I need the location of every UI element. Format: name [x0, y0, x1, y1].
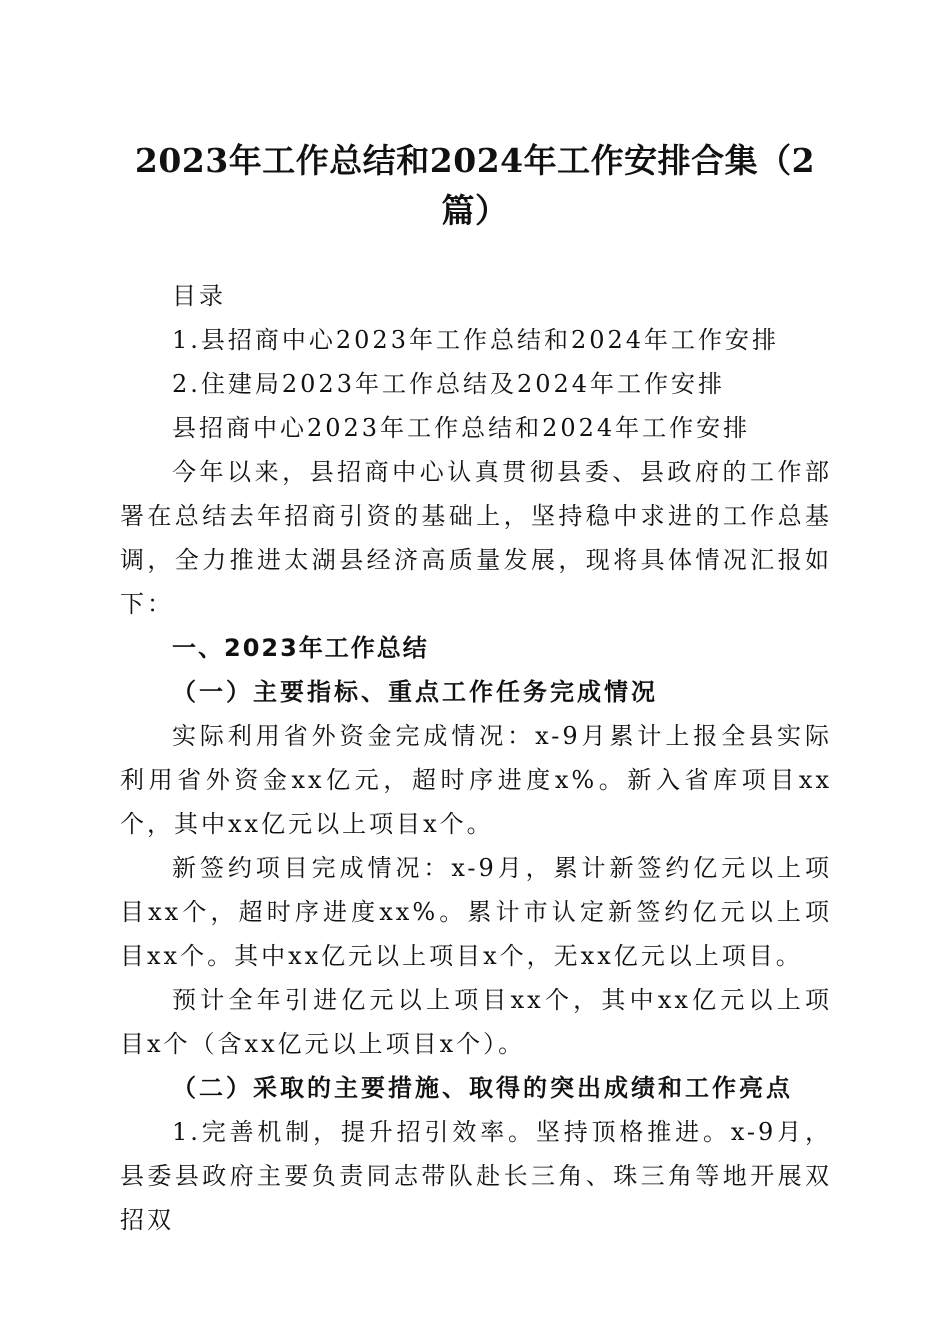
subheading-main-indicators: （一）主要指标、重点工作任务完成情况: [172, 677, 658, 706]
paragraph-mechanism: 1.完善机制，提升招引效率。坚持顶格推进。x-9月，县委县政府主要负责同志带队赴长三角、珠三角等地开展双招双: [120, 1118, 832, 1234]
document-body: [120, 274, 832, 1242]
paragraph-external-funds: 实际利用省外资金完成情况：x-9月累计上报全县实际利用省外资金xx亿元，超时序进度x%。新入省库项目xx个，其中xx亿元以上项目x个。: [120, 722, 832, 838]
paragraph-annual-forecast: 预计全年引进亿元以上项目xx个，其中xx亿元以上项目x个（含xx亿元以上项目x个）。: [120, 986, 832, 1058]
toc-label: 目录: [172, 282, 226, 310]
toc-item-1: 1.县招商中心2023年工作总结和2024年工作安排: [172, 326, 780, 354]
document-title: 2023年工作总结和2024年工作安排合集（2篇）: [134, 141, 816, 230]
heading-summary-2023: 一、2023年工作总结: [172, 634, 429, 662]
section-heading-county: 县招商中心2023年工作总结和2024年工作安排: [172, 414, 751, 442]
toc-item-2: 2.住建局2023年工作总结及2024年工作安排: [172, 370, 726, 398]
subheading-main-measures: （二）采取的主要措施、取得的突出成绩和工作亮点: [172, 1073, 793, 1102]
paragraph-new-projects: 新签约项目完成情况：x-9月，累计新签约亿元以上项目xx个，超时序进度xx%。累计市认定新签约亿元以上项目xx个。其中xx亿元以上项目x个，无xx亿元以上项目。: [120, 854, 832, 970]
intro-paragraph: 今年以来，县招商中心认真贯彻县委、县政府的工作部署在总结去年招商引资的基础上，坚持稳中求进的工作总基调，全力推进太湖县经济高质量发展，现将具体情况汇报如下：: [120, 458, 832, 618]
